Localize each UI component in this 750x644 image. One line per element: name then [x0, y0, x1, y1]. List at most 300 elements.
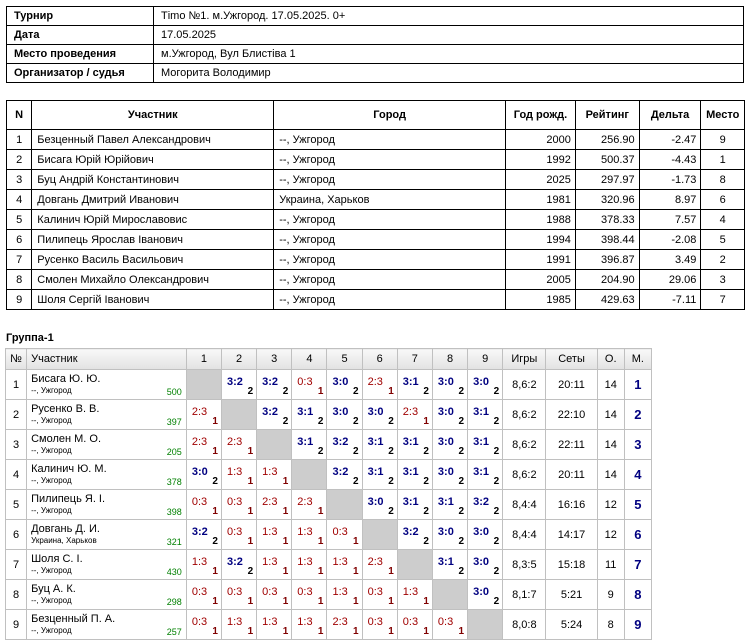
match-points: 1 [247, 626, 254, 637]
match-score: 3:1 [437, 556, 454, 568]
place-stat: 9 [624, 610, 651, 640]
points-stat: 8 [597, 610, 624, 640]
match-points: 1 [282, 536, 289, 547]
place-stat: 8 [624, 580, 651, 610]
points-stat: 12 [597, 490, 624, 520]
crosstable-row [6, 610, 652, 640]
match-result-cell [186, 490, 221, 520]
match-result-cell [397, 400, 432, 430]
crosstable-header-row [6, 349, 652, 370]
player-name: Калинич Юрій Мирославовис [32, 210, 274, 230]
match-points: 2 [353, 416, 359, 427]
player-rating: 378 [166, 477, 182, 487]
col-header-5: 5 [327, 349, 362, 370]
player-delta: -7.11 [639, 290, 701, 310]
player-num: 2 [7, 150, 32, 170]
match-result-cell [327, 430, 362, 460]
participants-col-header: Год рожд. [506, 101, 576, 130]
table-row [7, 250, 745, 270]
match-points: 2 [493, 506, 500, 517]
match-result-cell [468, 580, 503, 610]
match-points: 2 [247, 566, 254, 577]
info-key: Место проведения [7, 45, 154, 64]
points-stat: 14 [597, 460, 624, 490]
match-result-cell [292, 430, 327, 460]
match-points: 2 [423, 476, 429, 487]
match-result-cell [221, 370, 256, 400]
match-points: 2 [317, 416, 324, 427]
match-score: 3:1 [367, 436, 384, 448]
player-num: 3 [7, 170, 32, 190]
player-name: Буц Андрій Константинович [32, 170, 274, 190]
player-num: 5 [7, 210, 32, 230]
table-row [7, 290, 745, 310]
table-row [7, 230, 745, 250]
match-result-cell [186, 400, 221, 430]
match-points: 2 [423, 506, 429, 517]
match-score: 1:3 [262, 466, 278, 478]
match-score: 0:3 [402, 616, 419, 628]
match-points: 1 [353, 536, 359, 547]
match-score: 3:0 [473, 526, 489, 538]
match-score: 0:3 [332, 526, 348, 538]
match-result-cell [397, 460, 432, 490]
participants-col-header: Рейтинг [575, 101, 639, 130]
player-rating: 205 [166, 447, 182, 457]
table-row [7, 210, 745, 230]
crosstable-row [6, 460, 652, 490]
player-city: --, Ужгород [274, 250, 506, 270]
match-score: 2:3 [191, 436, 208, 448]
player-place: 5 [701, 230, 745, 250]
match-result-cell [221, 430, 256, 460]
player-short-name: Довгань Д. И. [31, 523, 100, 535]
match-result-cell [292, 520, 327, 550]
match-points: 2 [423, 446, 429, 457]
player-city: --, Ужгород [274, 170, 506, 190]
col-header-6: 6 [362, 349, 397, 370]
points-stat: 11 [597, 550, 624, 580]
player-birth-year: 1988 [506, 210, 576, 230]
col-header-4: 4 [292, 349, 327, 370]
match-score: 3:0 [332, 406, 349, 418]
group-crosstable [5, 348, 652, 640]
col-header-8: 8 [432, 349, 467, 370]
match-score: 3:0 [367, 406, 384, 418]
match-score: 0:3 [297, 376, 313, 388]
match-points: 2 [317, 446, 324, 457]
match-points: 2 [423, 386, 429, 397]
player-city: --, Ужгород [274, 290, 506, 310]
player-cell [27, 400, 187, 430]
match-result-cell [221, 550, 256, 580]
player-short-name: Калинич Ю. М. [31, 463, 107, 475]
match-points: 1 [247, 476, 254, 487]
place-stat: 4 [624, 460, 651, 490]
match-points: 2 [493, 596, 500, 607]
col-header-2: 2 [221, 349, 256, 370]
player-city: --, Ужгород [31, 446, 72, 455]
match-result-cell [362, 550, 397, 580]
match-result-cell [432, 430, 467, 460]
player-place: 4 [701, 210, 745, 230]
table-row [7, 270, 745, 290]
match-result-cell [432, 460, 467, 490]
match-result-cell [292, 400, 327, 430]
info-row [7, 64, 744, 83]
player-cell [27, 610, 187, 640]
match-points: 1 [317, 386, 324, 397]
match-score: 3:1 [402, 496, 419, 508]
match-result-cell [362, 430, 397, 460]
points-stat: 9 [597, 580, 624, 610]
player-city: --, Ужгород [31, 416, 72, 425]
crosstable-row [6, 580, 652, 610]
row-num: 6 [6, 520, 27, 550]
match-result-cell [432, 550, 467, 580]
match-result-cell [432, 610, 467, 640]
info-value: 17.05.2025 [154, 26, 744, 45]
sets-stat: 15:18 [546, 550, 597, 580]
diagonal-cell [257, 430, 292, 460]
match-score: 3:2 [473, 496, 489, 508]
player-city: --, Ужгород [274, 150, 506, 170]
player-delta: -1.73 [639, 170, 701, 190]
match-points: 2 [353, 446, 359, 457]
match-points: 1 [247, 536, 254, 547]
player-delta: -2.08 [639, 230, 701, 250]
row-num: 4 [6, 460, 27, 490]
player-cell [27, 430, 187, 460]
match-points: 2 [388, 506, 394, 517]
match-points: 2 [282, 416, 289, 427]
match-score: 3:0 [473, 556, 489, 568]
player-num: 9 [7, 290, 32, 310]
diagonal-cell [432, 580, 467, 610]
match-score: 0:3 [191, 496, 208, 508]
match-score: 3:2 [262, 406, 279, 418]
match-score: 0:3 [226, 526, 243, 538]
sets-stat: 20:11 [546, 370, 597, 400]
match-score: 1:3 [262, 556, 278, 568]
match-points: 1 [317, 566, 324, 577]
match-points: 2 [353, 386, 359, 397]
player-birth-year: 2025 [506, 170, 576, 190]
match-result-cell [186, 610, 221, 640]
match-result-cell [292, 580, 327, 610]
player-birth-year: 1985 [506, 290, 576, 310]
match-score: 1:3 [402, 586, 419, 598]
match-points: 2 [388, 476, 394, 487]
match-score: 3:2 [332, 466, 349, 478]
match-result-cell [327, 370, 362, 400]
games-stat: 8,4:4 [503, 520, 546, 550]
match-score: 3:1 [297, 406, 314, 418]
match-score: 0:3 [191, 616, 208, 628]
player-rating: 298 [166, 597, 182, 607]
player-name: Смолен Михайло Олександрович [32, 270, 274, 290]
place-stat: 1 [624, 370, 651, 400]
match-points: 1 [353, 626, 359, 637]
match-score: 1:3 [226, 466, 243, 478]
player-short-name: Безценный П. А. [31, 613, 116, 625]
match-score: 1:3 [262, 616, 278, 628]
match-result-cell [327, 460, 362, 490]
match-points: 1 [388, 386, 394, 397]
match-points: 1 [317, 536, 324, 547]
match-points: 2 [282, 386, 289, 397]
match-score: 1:3 [297, 616, 313, 628]
match-result-cell [292, 610, 327, 640]
sets-stat: 14:17 [546, 520, 597, 550]
match-score: 1:3 [191, 556, 208, 568]
games-stat: 8,6:2 [503, 460, 546, 490]
match-points: 1 [247, 446, 254, 457]
match-points: 2 [493, 536, 500, 547]
player-rating: 398 [166, 507, 182, 517]
col-header-games: Игры [503, 349, 546, 370]
match-points: 2 [493, 416, 500, 427]
participants-header-row [7, 101, 745, 130]
match-points: 2 [493, 446, 500, 457]
player-name: Бисага Юрій Юрійович [32, 150, 274, 170]
match-score: 1:3 [226, 616, 243, 628]
match-result-cell [362, 610, 397, 640]
col-header-3: 3 [257, 349, 292, 370]
match-result-cell [257, 400, 292, 430]
match-score: 2:3 [297, 496, 313, 508]
match-result-cell [327, 400, 362, 430]
match-score: 1:3 [297, 556, 313, 568]
player-city: --, Ужгород [31, 506, 72, 515]
player-num: 8 [7, 270, 32, 290]
match-points: 1 [282, 506, 289, 517]
match-result-cell [468, 370, 503, 400]
match-points: 1 [388, 566, 394, 577]
match-points: 1 [282, 476, 289, 487]
player-rating: 257 [166, 627, 182, 637]
col-header-place: М. [624, 349, 651, 370]
player-cell [27, 520, 187, 550]
match-result-cell [221, 580, 256, 610]
diagonal-cell [397, 550, 432, 580]
match-score: 0:3 [191, 586, 208, 598]
crosstable-row [6, 520, 652, 550]
player-delta: 29.06 [639, 270, 701, 290]
match-points: 1 [317, 506, 324, 517]
player-rating: 429.63 [575, 290, 639, 310]
match-result-cell [257, 580, 292, 610]
player-rating: 378.33 [575, 210, 639, 230]
crosstable-row [6, 370, 652, 400]
match-score: 3:1 [473, 406, 489, 418]
match-points: 1 [388, 626, 394, 637]
player-birth-year: 2000 [506, 130, 576, 150]
player-rating: 256.90 [575, 130, 639, 150]
match-result-cell [327, 550, 362, 580]
player-city: --, Ужгород [31, 476, 72, 485]
match-result-cell [362, 460, 397, 490]
games-stat: 8,3:5 [503, 550, 546, 580]
match-score: 2:3 [367, 376, 383, 388]
match-points: 2 [493, 476, 500, 487]
match-result-cell [186, 430, 221, 460]
player-rating: 500 [166, 387, 182, 397]
match-result-cell [362, 490, 397, 520]
games-stat: 8,6:2 [503, 370, 546, 400]
match-score: 3:1 [367, 466, 384, 478]
match-score: 1:3 [332, 556, 348, 568]
match-score: 0:3 [226, 586, 243, 598]
match-result-cell [362, 370, 397, 400]
player-delta: 3.49 [639, 250, 701, 270]
player-rating: 398.44 [575, 230, 639, 250]
match-result-cell [432, 370, 467, 400]
match-result-cell [221, 460, 256, 490]
match-points: 2 [458, 566, 465, 577]
player-rating: 321 [166, 537, 182, 547]
match-points: 1 [212, 596, 218, 607]
player-city: --, Ужгород [274, 210, 506, 230]
match-score: 0:3 [226, 496, 243, 508]
row-num: 7 [6, 550, 27, 580]
points-stat: 12 [597, 520, 624, 550]
games-stat: 8,1:7 [503, 580, 546, 610]
match-score: 3:2 [226, 556, 243, 568]
table-row [7, 150, 745, 170]
player-city: --, Ужгород [274, 130, 506, 150]
match-result-cell [362, 580, 397, 610]
match-score: 2:3 [367, 556, 383, 568]
match-score: 3:1 [402, 376, 419, 388]
match-points: 2 [458, 446, 465, 457]
player-city: --, Ужгород [31, 386, 72, 395]
match-points: 2 [212, 536, 218, 547]
player-city: --, Ужгород [274, 230, 506, 250]
player-cell [27, 370, 187, 400]
match-result-cell [292, 550, 327, 580]
col-header-7: 7 [397, 349, 432, 370]
player-short-name: Шоля С. І. [31, 553, 83, 565]
player-delta: 7.57 [639, 210, 701, 230]
participants-col-header: Дельта [639, 101, 701, 130]
match-score: 3:0 [437, 376, 454, 388]
match-points: 1 [212, 626, 218, 637]
match-points: 1 [317, 596, 324, 607]
match-result-cell [257, 460, 292, 490]
player-cell [27, 580, 187, 610]
player-name: Пилипець Ярослав Іванович [32, 230, 274, 250]
match-score: 3:2 [332, 436, 349, 448]
player-num: 7 [7, 250, 32, 270]
diagonal-cell [186, 370, 221, 400]
match-result-cell [468, 400, 503, 430]
player-cell [27, 460, 187, 490]
player-short-name: Бисага Ю. Ю. [31, 373, 101, 385]
player-delta: 8.97 [639, 190, 701, 210]
match-score: 3:1 [402, 436, 419, 448]
player-birth-year: 1994 [506, 230, 576, 250]
crosstable-row [6, 430, 652, 460]
table-row [7, 130, 745, 150]
player-birth-year: 1992 [506, 150, 576, 170]
match-points: 2 [247, 386, 254, 397]
match-result-cell [468, 520, 503, 550]
player-place: 9 [701, 130, 745, 150]
match-score: 0:3 [262, 586, 278, 598]
match-score: 1:3 [297, 526, 313, 538]
match-score: 3:1 [402, 466, 419, 478]
match-result-cell [397, 610, 432, 640]
match-result-cell [186, 550, 221, 580]
col-header-9: 9 [468, 349, 503, 370]
match-score: 0:3 [437, 616, 454, 628]
match-score: 3:2 [226, 376, 243, 388]
games-stat: 8,6:2 [503, 430, 546, 460]
match-result-cell [468, 460, 503, 490]
player-short-name: Русенко В. В. [31, 403, 100, 415]
points-stat: 14 [597, 400, 624, 430]
match-score: 3:0 [437, 466, 454, 478]
place-stat: 3 [624, 430, 651, 460]
info-value: Могорита Володимир [154, 64, 744, 83]
match-score: 1:3 [262, 526, 278, 538]
match-result-cell [468, 430, 503, 460]
match-points: 1 [423, 626, 429, 637]
player-cell [27, 550, 187, 580]
info-row [7, 45, 744, 64]
games-stat: 8,0:8 [503, 610, 546, 640]
match-points: 1 [247, 506, 254, 517]
match-points: 2 [388, 416, 394, 427]
match-score: 2:3 [226, 436, 243, 448]
row-num: 5 [6, 490, 27, 520]
match-score: 1:3 [332, 586, 348, 598]
match-points: 1 [353, 596, 359, 607]
match-result-cell [221, 520, 256, 550]
match-score: 0:3 [367, 586, 383, 598]
diagonal-cell [292, 460, 327, 490]
match-result-cell [221, 490, 256, 520]
match-points: 1 [423, 416, 429, 427]
player-rating: 396.87 [575, 250, 639, 270]
sets-stat: 22:10 [546, 400, 597, 430]
match-score: 3:0 [437, 406, 454, 418]
sets-stat: 16:16 [546, 490, 597, 520]
match-result-cell [397, 370, 432, 400]
player-name: Довгань Дмитрий Иванович [32, 190, 274, 210]
match-points: 2 [353, 476, 359, 487]
match-score: 3:1 [473, 466, 489, 478]
match-result-cell [257, 370, 292, 400]
group-title: Группа-1 [6, 332, 54, 344]
diagonal-cell [327, 490, 362, 520]
player-city: --, Ужгород [31, 596, 72, 605]
match-result-cell [257, 550, 292, 580]
diagonal-cell [468, 610, 503, 640]
row-num: 8 [6, 580, 27, 610]
match-score: 2:3 [332, 616, 348, 628]
info-value: Тimo №1. м.Ужгород. 17.05.2025. 0+ [154, 7, 744, 26]
match-result-cell [292, 490, 327, 520]
crosstable-row [6, 550, 652, 580]
match-result-cell [327, 610, 362, 640]
player-place: 1 [701, 150, 745, 170]
match-points: 1 [317, 626, 324, 637]
player-place: 7 [701, 290, 745, 310]
participants-col-header: Место [701, 101, 745, 130]
match-result-cell [292, 370, 327, 400]
